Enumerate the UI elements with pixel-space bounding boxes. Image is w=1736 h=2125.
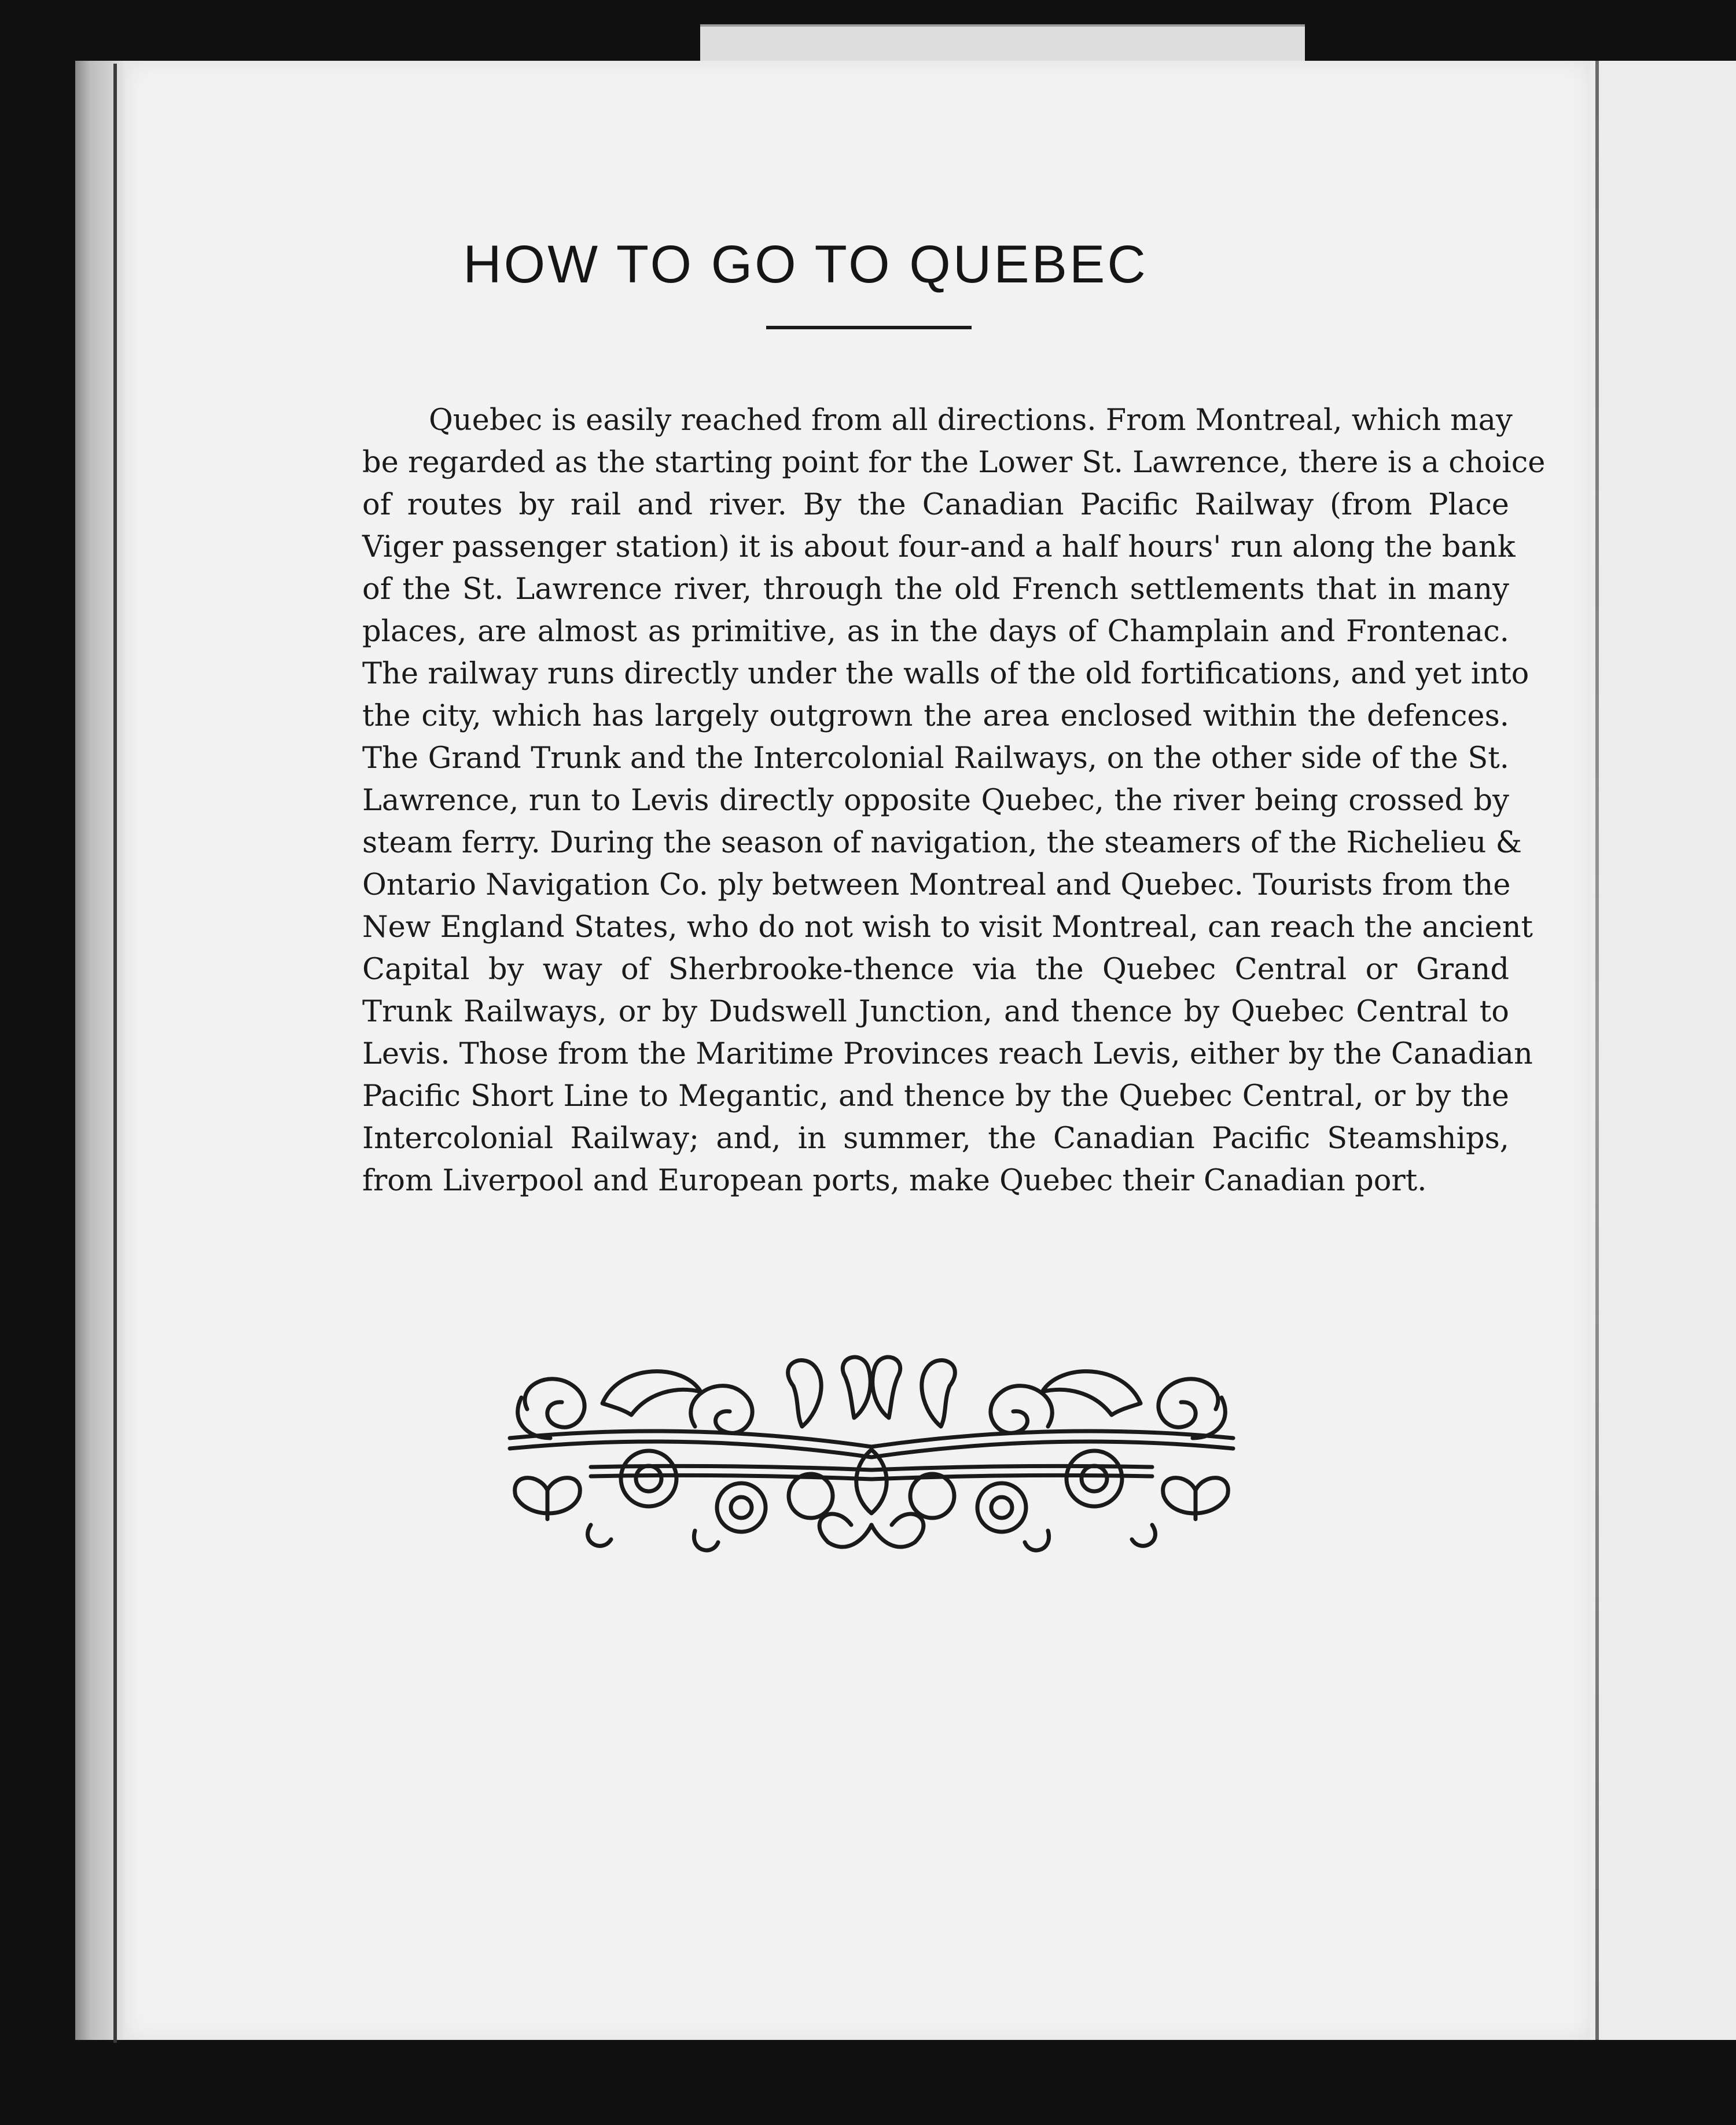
page-title: HOW TO GO TO QUEBEC (463, 235, 1148, 294)
text-line: New England States, who do not wish to visit Montreal, can reach the ancient (362, 910, 1533, 944)
text-line: Ontario Navigation Co. ply between Montreal and Quebec. Tourists from the (362, 868, 1511, 902)
text-line: the city, which has largely outgrown the area enclosed within the defences. (362, 699, 1509, 733)
text-line: The railway runs directly under the walls of the old fortifications, and yet into (362, 657, 1529, 691)
binding-edge-line (113, 64, 117, 2043)
top-page-tab (700, 24, 1305, 61)
text-line: The Grand Trunk and the Intercolonial Railways, on the other side of the St. (362, 741, 1509, 775)
text-line: Viger passenger station) it is about four-and a half hours' run along the bank (362, 530, 1516, 564)
text-line: from Liverpool and European ports, make Quebec their Canadian port. (362, 1164, 1427, 1198)
text-line: of the St. Lawrence river, through the old French settlements that in many (362, 572, 1509, 606)
facing-page-edge (1588, 61, 1736, 2040)
text-line: of routes by rail and river. By the Canadian Pacific Railway (from Place (362, 488, 1509, 522)
floral-scroll-ornament-icon (504, 1351, 1239, 1560)
title-divider (766, 326, 972, 329)
text-line: steam ferry. During the season of navigation, the steamers of the Richelieu & (362, 826, 1522, 860)
text-line: Levis. Those from the Maritime Provinces reach Levis, either by the Canadian (362, 1037, 1533, 1071)
text-line: be regarded as the starting point for the Lower St. Lawrence, there is a choice (362, 446, 1546, 480)
text-line: Trunk Railways, or by Dudswell Junction, and thence by Quebec Central to (362, 995, 1509, 1029)
page-fold-line (1595, 61, 1599, 2040)
document-page (125, 61, 1590, 2040)
text-line: Intercolonial Railway; and, in summer, the Canadian Pacific Steamships, (362, 1122, 1509, 1156)
text-line: Pacific Short Line to Megantic, and thence by the Quebec Central, or by the (362, 1079, 1509, 1113)
text-line: Quebec is easily reached from all directions. From Montreal, which may (429, 403, 1513, 438)
left-binding (75, 61, 125, 2040)
text-line: places, are almost as primitive, as in the days of Champlain and Frontenac. (362, 615, 1509, 649)
text-line: Lawrence, run to Levis directly opposite Quebec, the river being crossed by (362, 784, 1509, 818)
text-line: Capital by way of Sherbrooke-thence via the Quebec Central or Grand (362, 953, 1509, 987)
body-paragraph (362, 399, 1546, 1202)
